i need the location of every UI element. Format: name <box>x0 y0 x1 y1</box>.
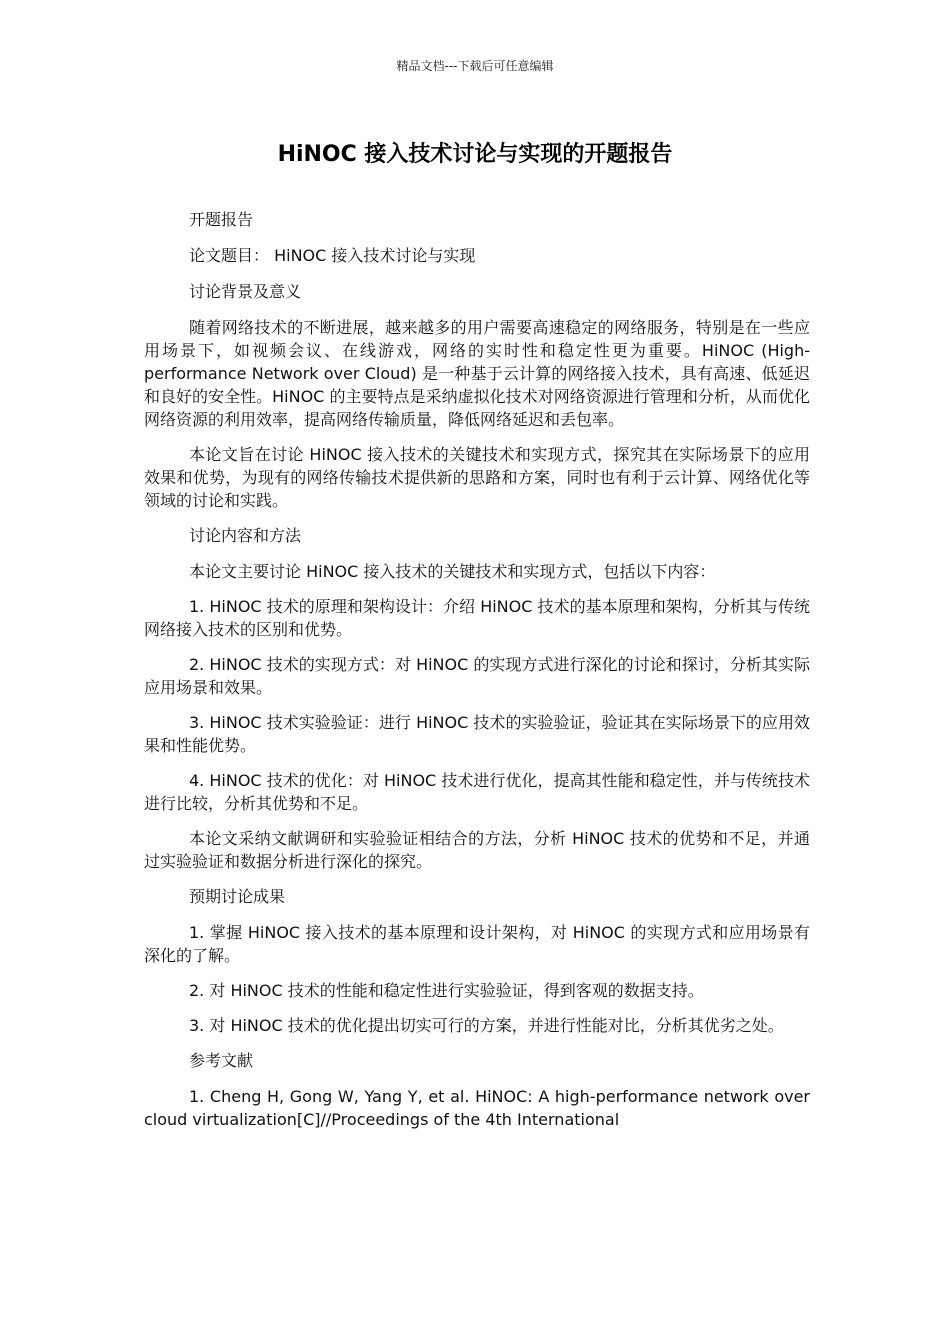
paragraph-methods: 本论文采纳文献调研和实验验证相结合的方法，分析 HiNOC 技术的优势和不足，并通过实验验证和数据分析进行深化的探究。 <box>144 829 810 871</box>
list-item-result-1: 1. 掌握 HiNOC 接入技术的基本原理和设计架构，对 HiNOC 的实现方式和应用场景有深化的了解。 <box>144 923 810 965</box>
heading-references: 参考文献 <box>189 1051 254 1070</box>
document-body <box>144 208 810 1143</box>
list-item-content-1: 1. HiNOC 技术的原理和架构设计：介绍 HiNOC 技术的基本原理和架构，分析其与传统网络接入技术的区别和优势。 <box>144 597 810 639</box>
thesis-topic: 论文题目： HiNOC 接入技术讨论与实现 <box>189 246 476 265</box>
paragraph-content-intro: 本论文主要讨论 HiNOC 接入技术的关键技术和实现方式，包括以下内容： <box>189 562 716 581</box>
heading-content-methods: 讨论内容和方法 <box>189 526 302 545</box>
reference-item-1: 1. Cheng H, Gong W, Yang Y, et al. HiNOC: A high-performance network over cloud virtualization[C]//Proceedings of the 4th International <box>144 1087 810 1129</box>
document-title: HiNOC 接入技术讨论与实现的开题报告 <box>277 142 673 167</box>
list-item-content-4: 4. HiNOC 技术的优化：对 HiNOC 技术进行优化，提高其性能和稳定性，并与传统技术进行比较，分析其优势和不足。 <box>144 771 810 813</box>
heading-background: 讨论背景及意义 <box>189 282 302 301</box>
header-note: 精品文档---下载后可任意编辑 <box>396 59 554 73</box>
list-item-content-2: 2. HiNOC 技术的实现方式：对 HiNOC 的实现方式进行深化的讨论和探讨，分析其实际应用场景和效果。 <box>144 655 810 697</box>
paragraph-purpose: 本论文旨在讨论 HiNOC 接入技术的关键技术和实现方式，探究其在实际场景下的应用效果和优势，为现有的网络传输技术提供新的思路和方案，同时也有利于云计算、网络优化等领域的讨论和实践。 <box>144 445 810 510</box>
list-item-content-3: 3. HiNOC 技术实验验证：进行 HiNOC 技术的实验验证，验证其在实际场景下的应用效果和性能优势。 <box>144 713 810 755</box>
paragraph-background: 随着网络技术的不断进展，越来越多的用户需要高速稳定的网络服务，特别是在一些应用场景下，如视频会议、在线游戏，网络的实时性和稳定性更为重要。HiNOC (High-performance Network over Cloud) 是一种基于云计算的网络接入技术，具有高速、低延迟和良好的安全性。HiNOC 的主要特点是采纳虚拟化技术对网络资源进行管理和分析，从而优化网络资源的利用效率，提高网络传输质量，降低网络延迟和丢包率。 <box>144 318 810 429</box>
section-label-proposal: 开题报告 <box>189 210 254 229</box>
list-item-result-3: 3. 对 HiNOC 技术的优化提出切实可行的方案，并进行性能对比，分析其优劣之处。 <box>189 1016 784 1035</box>
list-item-result-2: 2. 对 HiNOC 技术的性能和稳定性进行实验验证，得到客观的数据支持。 <box>189 981 704 1000</box>
heading-expected-results: 预期讨论成果 <box>189 887 286 906</box>
